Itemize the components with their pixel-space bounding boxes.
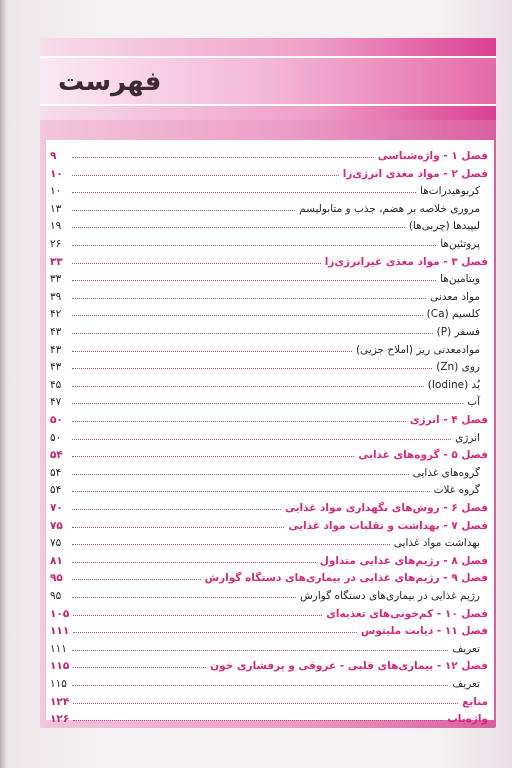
toc-page-number: ۲۶ [50, 238, 62, 250]
toc-entry-label: مروری خلاصه بر هضم، جذب و متابولیسم [299, 202, 480, 215]
toc-section-entry [50, 431, 488, 446]
toc-section-entry [50, 378, 488, 393]
toc-chapter-entry [50, 695, 488, 710]
toc-page-number: ۱۰۵ [50, 607, 70, 620]
toc-page-number: ۴۷ [50, 396, 62, 409]
toc-page-number: ۹۵ [50, 590, 62, 602]
toc-section-entry [50, 466, 488, 481]
toc-dot-leader [72, 219, 405, 228]
toc-page-number: ۵۰ [50, 414, 63, 426]
toc-dot-leader [72, 589, 296, 598]
toc-section-entry [50, 237, 488, 252]
toc-section-entry [50, 202, 488, 217]
toc-page-number: ۱۱۱ [50, 625, 70, 638]
toc-section-entry [50, 219, 488, 234]
toc-entry-label: واژه‌یاب [447, 713, 488, 726]
toc-page-number: ۴۵ [50, 378, 62, 391]
toc-page-number: ۵۴ [50, 484, 62, 497]
toc-chapter-entry [50, 659, 488, 674]
toc-dot-leader [72, 483, 430, 492]
toc-entry-label: بهداشت مواد غذایی [393, 537, 480, 550]
toc-page-number: ۱۱۱ [50, 642, 67, 655]
toc-dot-leader [72, 448, 354, 457]
toc-section-entry [50, 677, 488, 692]
toc-section-entry [50, 290, 488, 305]
toc-entry-label: فصل ۶ - روش‌های نگهداری مواد غذایی [284, 502, 488, 514]
toc-dot-leader [72, 431, 451, 440]
toc-entry-label: منابع [462, 695, 488, 708]
toc-chapter-entry [50, 712, 488, 727]
toc-chapter-entry [50, 607, 488, 622]
toc-entry-label: انرژی [455, 431, 480, 444]
toc-section-entry [50, 589, 488, 604]
toc-entry-label: گروه‌های غذایی [412, 466, 480, 479]
toc-page-number: ۴۳ [50, 343, 62, 356]
toc-page-number: ۹ [50, 150, 57, 162]
toc-page-number: ۱۲۶ [50, 713, 70, 726]
toc-dot-leader [72, 395, 463, 404]
toc-entry-label: کلسیم (Ca) [426, 308, 480, 321]
toc-dot-leader [72, 255, 321, 264]
toc-entry-label: موادمعدنی ریز (املاح جزیی) [355, 343, 480, 356]
toc-page-number: ۳۳ [50, 255, 63, 268]
toc-entry-label: روی (Zn) [436, 361, 480, 374]
toc-page-number: ۷۵ [50, 519, 63, 532]
toc-chapter-entry [50, 554, 488, 569]
toc-dot-leader [72, 571, 201, 580]
toc-entry-label: فصل ۷ - بهداشت و تقلبات مواد غذایی [288, 519, 488, 532]
toc-entry-label: لیپیدها (چربی‌ها) [408, 220, 480, 233]
toc-chapter-entry [50, 149, 488, 164]
toc-page-number: ۷۵ [50, 537, 62, 550]
toc-entry-label: یُد (Iodine) [427, 378, 480, 391]
toc-dot-leader [72, 413, 406, 422]
toc-dot-leader [72, 642, 448, 651]
toc-entry-label: فصل ۱۰ - کم‌خونی‌های تغذیه‌ای [326, 607, 488, 620]
toc-page-number: ۱۱۵ [50, 678, 67, 690]
page-binding-edge [0, 0, 6, 768]
toc-chapter-entry [50, 624, 488, 639]
toc-dot-leader [73, 712, 443, 721]
toc-entry-label: فسفر (P) [436, 326, 480, 338]
toc-section-entry [50, 536, 488, 551]
toc-page-number: ۸۱ [50, 554, 63, 567]
toc-page-number: ۵۴ [50, 466, 62, 479]
toc-section-entry [50, 307, 488, 322]
toc-page-number: ۱۹ [50, 220, 62, 233]
toc-chapter-entry [50, 519, 488, 534]
toc-dot-leader [72, 237, 436, 246]
toc-page-number: ۱۰ [50, 167, 63, 180]
toc-section-entry [50, 343, 488, 358]
toc-dot-leader [72, 677, 448, 686]
toc-dot-leader [73, 695, 458, 704]
toc-dot-leader [72, 307, 423, 316]
toc-page-number: ۴۲ [50, 308, 62, 321]
toc-chapter-entry [50, 167, 488, 182]
toc-page-number: ۷۰ [50, 502, 63, 514]
toc-page-number: ۳۳ [50, 273, 62, 286]
toc-chapter-entry [50, 571, 488, 586]
toc-entry-label: فصل ۱۲ - بیماری‌های قلبی - عروقی و پرفشاری خون [210, 660, 488, 673]
toc-page-number: ۱۱۵ [50, 660, 70, 673]
toc-entry-label: تعریف [452, 678, 480, 690]
toc-section-entry [50, 184, 488, 199]
toc-dot-leader [72, 466, 409, 475]
toc-dot-leader [72, 272, 436, 281]
toc-dot-leader [72, 202, 295, 211]
toc-section-entry [50, 272, 488, 287]
toc-dot-leader [72, 149, 374, 158]
toc-page-number: ۴۳ [50, 361, 62, 374]
toc-chapter-entry [50, 501, 488, 516]
toc-entry-label: رژیم غذایی در بیماری‌های دستگاه گوارش [299, 590, 480, 602]
toc-entry-label: فصل ۱ - واژه‌شناسی [377, 150, 488, 162]
toc-entry-label: ویتامین‌ها [440, 273, 480, 286]
toc-entry-label: گروه غلات [433, 484, 480, 497]
toc-entry-label: فصل ۸ - رژیم‌های غذایی متداول [319, 554, 488, 567]
toc-chapter-entry [50, 448, 488, 463]
toc-dot-leader [72, 554, 316, 563]
toc-page-number: ۳۹ [50, 290, 62, 303]
toc-entry-label: فصل ۹ - رژیم‌های غذایی در بیماری‌های دستگاه گوارش [204, 572, 488, 585]
toc-page-number: ۱۲۴ [50, 695, 70, 708]
toc-page-number: ۵۴ [50, 449, 63, 462]
toc-page-number: ۵۰ [50, 431, 62, 444]
toc-section-entry [50, 395, 488, 410]
toc-section-entry [50, 642, 488, 657]
toc-dot-leader [72, 184, 416, 193]
toc-dot-leader [72, 536, 390, 545]
toc-entry-label: فصل ۱۱ - دیابت ملیتوس [360, 625, 488, 638]
toc-entry-label: مواد معدنی [430, 290, 480, 303]
toc-entry-label: آب [467, 396, 480, 409]
toc-section-entry [50, 325, 488, 340]
toc-section-entry [50, 483, 488, 498]
toc-page-number: ۱۰ [50, 185, 62, 198]
toc-entry-label: فصل ۵ - گروه‌های غذایی [358, 449, 488, 462]
toc-chapter-entry [50, 255, 488, 270]
toc-chapter-entry [50, 413, 488, 428]
toc-entry-label: پروتئین‌ها [440, 238, 480, 250]
toc-dot-leader [72, 290, 426, 299]
toc-dot-leader [72, 325, 433, 334]
toc-dot-leader [72, 378, 424, 387]
toc-dot-leader [72, 343, 352, 352]
toc-entry-label: تعریف [452, 642, 480, 655]
toc-dot-leader [73, 624, 357, 633]
page-title: فهرست [58, 67, 162, 97]
toc-page-number: ۴۳ [50, 326, 62, 338]
toc-entry-label: فصل ۴ - انرژی [409, 414, 488, 426]
toc-dot-leader [73, 607, 322, 616]
toc-page-number: ۱۳ [50, 202, 62, 215]
toc-entry-label: فصل ۲ - مواد مغذی انرژی‌زا [342, 167, 488, 180]
toc-dot-leader [72, 360, 432, 369]
toc-entry-label: فصل ۳ - مواد مغذی غیرانرژی‌زا [324, 255, 488, 268]
toc-dot-leader [72, 519, 284, 528]
toc-dot-leader [73, 659, 206, 668]
toc-entry-label: کربوهیدرات‌ها [420, 185, 480, 198]
toc-page-number: ۹۵ [50, 572, 63, 585]
toc-dot-leader [72, 501, 281, 510]
toc-dot-leader [72, 167, 339, 176]
toc-section-entry [50, 360, 488, 375]
